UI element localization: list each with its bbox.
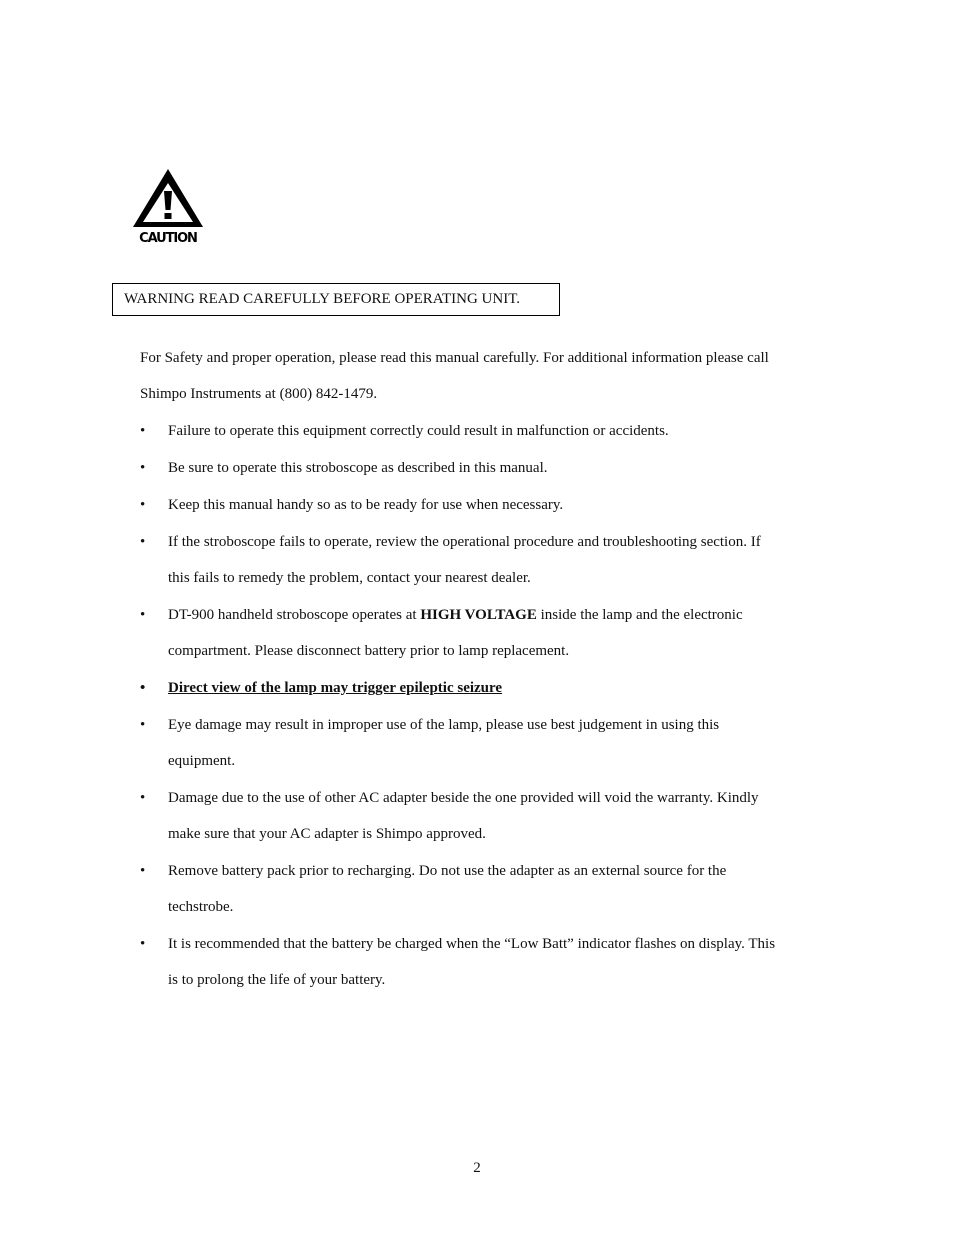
bullet-text: Keep this manual handy so as to be ready for use when necessary. [168,497,564,513]
intro-paragraph [140,340,820,412]
bullet-text-line-1: Damage due to the use of other AC adapter beside the one provided will void the warranty. Kindly [168,790,759,806]
bullet-icon: • [140,607,146,623]
caution-logo-text: CAUTION [139,231,197,245]
list-item [140,450,820,486]
bullet-icon: • [140,497,146,513]
bullet-text-line-2: compartment. Please disconnect battery prior to lamp replacement. [168,643,570,659]
list-item [140,670,820,706]
bullet-icon: • [140,460,146,476]
list-item [140,780,820,852]
bullet-text: Failure to operate this equipment correctly could result in malfunction or accidents. [168,423,669,439]
bullet-icon: • [140,423,146,439]
list-item [140,524,820,596]
bullet-text-line-1: Eye damage may result in improper use of the lamp, please use best judgement in using this [168,717,720,733]
list-item [140,487,820,523]
bullet-text-line-2: techstrobe. [168,899,234,915]
bullet-text-line-1: Remove battery pack prior to recharging. Do not use the adapter as an external source for the [168,863,727,879]
bullet-icon: • [140,936,146,952]
bullet-icon: • [140,534,146,550]
epileptic-warning-text: Direct view of the lamp may trigger epileptic seizure [168,680,503,696]
bullet-text-line-1: It is recommended that the battery be charged when the “Low Batt” indicator flashes on display. This [168,936,776,952]
intro-line-2: Shimpo Instruments at (800) 842-1479. [140,386,378,402]
bullet-text-line-2: make sure that your AC adapter is Shimpo approved. [168,826,486,842]
bullet-text-line-2: this fails to remedy the problem, contact your nearest dealer. [168,570,531,586]
bullet-icon: • [140,863,146,879]
list-item [140,926,820,998]
bullet-text-line-2: equipment. [168,753,236,769]
bullet-icon: • [140,717,146,733]
bullet-text-line-1: If the stroboscope fails to operate, review the operational procedure and troubleshooting section. If [168,534,761,550]
bullet-text-before: DT-900 handheld stroboscope operates at [168,607,421,623]
warning-box [112,283,560,316]
list-item [140,413,820,449]
intro-line-1: For Safety and proper operation, please read this manual carefully. For additional information please call [140,350,769,366]
bullet-text: Be sure to operate this stroboscope as described in this manual. [168,460,548,476]
bullet-icon: • [140,680,146,696]
high-voltage-text: HIGH VOLTAGE [420,607,537,623]
page-number: 2 [473,1160,481,1176]
bullet-icon: • [140,790,146,806]
bullet-text-after: inside the lamp and the electronic [536,607,743,623]
list-item [140,853,820,925]
caution-triangle-icon [131,167,205,245]
bullet-text-line-2: is to prolong the life of your battery. [168,972,386,988]
warning-text: WARNING READ CAREFULLY BEFORE OPERATING UNIT. [124,291,520,307]
list-item [140,597,820,669]
safety-bullet-list [140,413,820,999]
list-item [140,707,820,779]
caution-logo [131,167,205,245]
